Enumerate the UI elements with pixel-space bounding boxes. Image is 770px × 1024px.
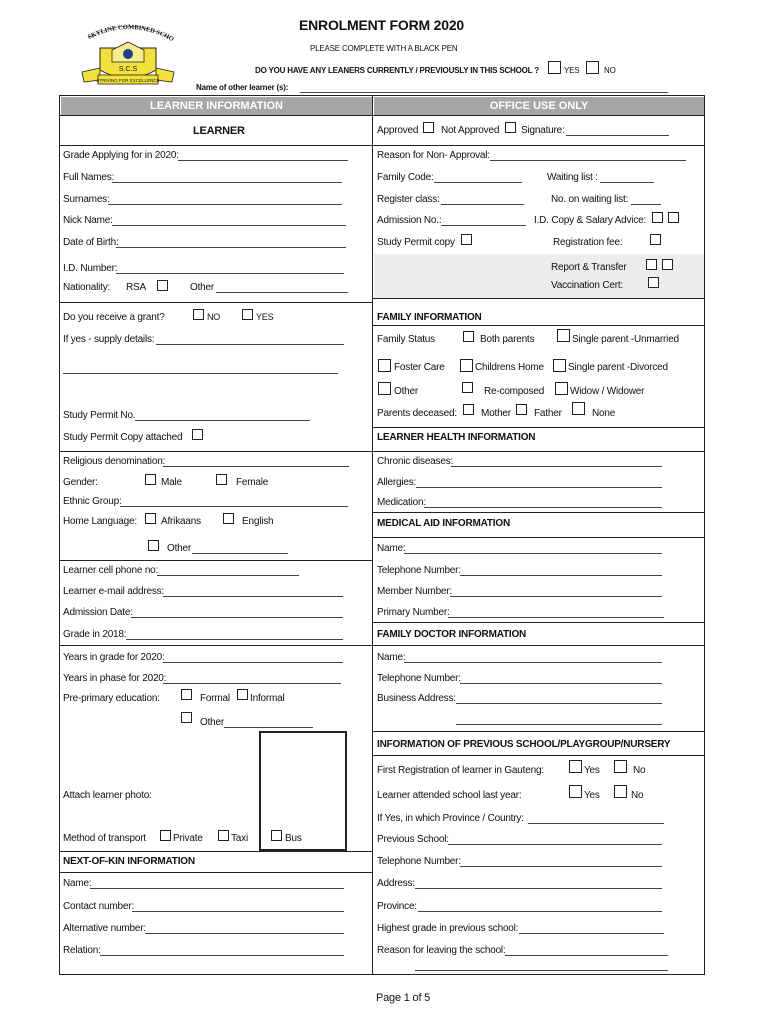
ethnic-field[interactable]	[120, 506, 348, 507]
previous-school-heading: INFORMATION OF PREVIOUS SCHOOL/PLAYGROUP/NURSERY	[377, 739, 671, 750]
single-divorced-checkbox[interactable]	[553, 359, 566, 372]
both-parents-label: Both parents	[480, 334, 535, 345]
single-unmarried-label: Single parent -Unmarried	[572, 334, 679, 345]
dob-field[interactable]	[116, 247, 346, 248]
permit-block-rule	[59, 451, 372, 452]
medical-phone-field[interactable]	[460, 575, 662, 576]
reason-leaving-field-2[interactable]	[415, 970, 668, 971]
member-number-field[interactable]	[450, 596, 662, 597]
nok-relation-label: Relation:	[63, 945, 101, 956]
nok-section-heading: NEXT-OF-KIN INFORMATION	[63, 856, 195, 867]
full-names-label: Full Names:	[63, 172, 115, 183]
both-parents-checkbox[interactable]	[463, 331, 474, 342]
reason-leaving-field[interactable]	[505, 955, 668, 956]
previous-school-label: Previous School:	[377, 834, 449, 845]
language-other-field[interactable]	[192, 553, 288, 554]
transport-taxi-checkbox[interactable]	[218, 830, 229, 841]
study-permit-no-label: Study Permit No.	[63, 410, 136, 421]
surnames-field[interactable]	[108, 204, 342, 205]
nok-contact-label: Contact number:	[63, 901, 134, 912]
first-reg-yes-label: Yes	[584, 765, 600, 776]
language-afrikaans-checkbox[interactable]	[145, 513, 156, 524]
grade-2018-label: Grade in 2018:	[63, 629, 127, 640]
registration-fee-label: Registration fee:	[553, 237, 623, 248]
attended-yes-checkbox[interactable]	[569, 785, 582, 798]
single-divorced-label: Single parent -Divorced	[568, 362, 668, 373]
current-learners-no-label: NO	[604, 66, 616, 75]
nok-alt-field[interactable]	[145, 933, 344, 934]
current-learners-no-checkbox[interactable]	[586, 61, 599, 74]
waiting-list-label: Waiting list :	[547, 172, 598, 183]
school-logo	[78, 20, 178, 92]
doctor-name-field[interactable]	[404, 662, 662, 663]
language-block-rule	[59, 560, 372, 561]
years-phase-field[interactable]	[163, 683, 341, 684]
preprimary-other-field[interactable]	[224, 727, 313, 728]
medical-name-field[interactable]	[404, 553, 662, 554]
gender-female-checkbox[interactable]	[216, 474, 227, 485]
doctor-heading-rule	[372, 645, 705, 646]
supply-details-field[interactable]	[156, 344, 344, 345]
years-phase-label: Years in phase for 2020:	[63, 673, 167, 684]
deceased-none-checkbox[interactable]	[572, 402, 585, 415]
identity-block-rule	[59, 302, 372, 303]
waiting-list-field[interactable]	[600, 182, 654, 183]
highest-grade-label: Highest grade in previous school:	[377, 923, 519, 934]
deceased-father-label: Father	[534, 408, 562, 419]
study-permit-copy-office-checkbox[interactable]	[461, 234, 472, 245]
family-code-field[interactable]	[434, 182, 522, 183]
medical-block-rule	[372, 622, 705, 623]
report-transfer-label: Report & Transfer	[551, 262, 627, 273]
deceased-mother-checkbox[interactable]	[463, 404, 474, 415]
gender-female-label: Female	[236, 477, 269, 488]
not-approved-label: Not Approved	[441, 125, 500, 136]
current-learners-yes-label: YES	[564, 66, 580, 75]
childrens-home-checkbox[interactable]	[460, 359, 473, 372]
approved-label: Approved	[377, 125, 419, 136]
primary-number-label: Primary Number:	[377, 607, 450, 618]
preprimary-informal-checkbox[interactable]	[237, 689, 248, 700]
language-other-checkbox[interactable]	[148, 540, 159, 551]
doctor-block-rule	[372, 731, 705, 732]
chronic-label: Chronic diseases:	[377, 456, 454, 467]
doctor-phone-field[interactable]	[460, 683, 662, 684]
doctor-name-label: Name:	[377, 652, 406, 663]
medical-heading-rule	[372, 537, 705, 538]
signature-field[interactable]	[566, 135, 669, 136]
nick-name-field[interactable]	[112, 225, 346, 226]
widow-checkbox[interactable]	[555, 382, 568, 395]
business-address-label: Business Address:	[377, 693, 456, 704]
childrens-home-label: Childrens Home	[475, 362, 544, 373]
email-field[interactable]	[163, 596, 343, 597]
previous-address-field[interactable]	[415, 888, 662, 889]
header-bar-rule	[59, 115, 705, 116]
column-divider	[372, 95, 373, 975]
study-permit-copy-office-label: Study Permit copy	[377, 237, 455, 248]
family-block-rule	[372, 427, 705, 428]
province-field[interactable]	[418, 911, 662, 912]
province-country-field[interactable]	[528, 823, 664, 824]
dob-label: Date of Birth:	[63, 237, 119, 248]
foster-label: Foster Care	[394, 362, 445, 373]
vaccination-label: Vaccination Cert:	[551, 280, 624, 291]
first-registration-label: First Registration of learner in Gauteng:	[377, 765, 544, 776]
years-grade-label: Years in grade for 2020:	[63, 652, 165, 663]
learner-heading-rule	[59, 145, 372, 146]
transport-private-checkbox[interactable]	[160, 830, 171, 841]
attended-no-label: No	[631, 790, 644, 801]
signature-label: Signature:	[521, 125, 565, 136]
id-number-label: I.D. Number:	[63, 263, 118, 274]
office-block-rule	[372, 298, 705, 299]
other-family-label: Other	[394, 386, 419, 397]
recomposed-checkbox[interactable]	[462, 382, 473, 393]
supply-details-field-2[interactable]	[63, 373, 338, 374]
preprimary-other-label: Other	[200, 717, 225, 728]
email-label: Learner e-mail address:	[63, 586, 165, 597]
business-address-field-2[interactable]	[456, 724, 662, 725]
previous-phone-field[interactable]	[460, 866, 662, 867]
preprimary-informal-label: Informal	[250, 693, 285, 704]
svg-text:S.C.S: S.C.S	[118, 66, 138, 73]
previous-school-field[interactable]	[448, 844, 662, 845]
admission-no-label: Admission No.:	[377, 215, 442, 226]
widow-label: Widow / Widower	[570, 386, 645, 397]
allergies-label: Allergies:	[377, 477, 417, 488]
other-family-checkbox[interactable]	[378, 382, 391, 395]
no-waiting-field[interactable]	[631, 204, 661, 205]
attended-yes-label: Yes	[584, 790, 600, 801]
reason-leaving-label: Reason for leaving the school:	[377, 945, 506, 956]
business-address-field[interactable]	[456, 703, 662, 704]
current-learners-question: DO YOU HAVE ANY LEANERS CURRENTLY / PREVIOUSLY IN THIS SCHOOL ?	[255, 66, 539, 75]
province-country-label: If Yes, in which Province / Country:	[377, 813, 524, 824]
gender-male-label: Male	[161, 477, 182, 488]
transport-private-label: Private	[173, 833, 203, 844]
preprimary-other-checkbox[interactable]	[181, 712, 192, 723]
nok-relation-field[interactable]	[100, 955, 344, 956]
form-title: ENROLMENT FORM 2020	[299, 17, 464, 33]
grade-2018-field[interactable]	[126, 639, 343, 640]
office-use-bar: OFFICE USE ONLY	[374, 97, 704, 115]
single-unmarried-checkbox[interactable]	[557, 329, 570, 342]
attended-label: Learner attended school last year:	[377, 790, 522, 801]
primary-number-field[interactable]	[448, 617, 664, 618]
gender-label: Gender:	[63, 477, 98, 488]
medical-name-label: Name:	[377, 543, 406, 554]
ethnic-label: Ethnic Group:	[63, 496, 122, 507]
religious-field[interactable]	[163, 466, 349, 467]
current-learners-yes-checkbox[interactable]	[548, 61, 561, 74]
religious-label: Religious denomination:	[63, 456, 166, 467]
transport-taxi-label: Taxi	[231, 833, 248, 844]
preprimary-formal-label: Formal	[200, 693, 230, 704]
nok-contact-field[interactable]	[132, 911, 344, 912]
nationality-label: Nationality:	[63, 282, 111, 293]
grade-applying-label: Grade Applying for in 2020:	[63, 150, 179, 161]
cell-label: Learner cell phone no:	[63, 565, 159, 576]
previous-school-heading-rule	[372, 755, 705, 756]
medication-field[interactable]	[424, 507, 662, 508]
deceased-mother-label: Mother	[481, 408, 511, 419]
grant-no-label: NO	[207, 312, 221, 322]
home-language-label: Home Language:	[63, 516, 137, 527]
page-number: Page 1 of 5	[376, 992, 431, 1004]
transfer-checkbox[interactable]	[662, 259, 673, 270]
grant-yes-label: YES	[256, 312, 274, 322]
attended-no-checkbox[interactable]	[614, 785, 627, 798]
medical-phone-label: Telephone Number:	[377, 565, 461, 576]
doctor-section-heading: FAMILY DOCTOR INFORMATION	[377, 629, 527, 640]
deceased-father-checkbox[interactable]	[516, 404, 527, 415]
first-reg-yes-checkbox[interactable]	[569, 760, 582, 773]
member-number-label: Member Number:	[377, 586, 452, 597]
admission-date-label: Admission Date:	[63, 607, 133, 618]
nationality-rsa-label: RSA	[126, 282, 146, 293]
nationality-other-field[interactable]	[216, 292, 348, 293]
health-block-rule	[372, 512, 705, 513]
learner-info-bar: LEARNER INFORMATION	[61, 97, 372, 115]
grant-yes-checkbox[interactable]	[242, 309, 253, 320]
deceased-none-label: None	[592, 408, 616, 419]
doctor-phone-label: Telephone Number:	[377, 673, 461, 684]
family-status-label: Family Status	[377, 334, 435, 345]
highest-grade-field[interactable]	[519, 933, 664, 934]
gender-male-checkbox[interactable]	[145, 474, 156, 485]
grade-block-rule	[59, 645, 372, 646]
learner-section-heading: LEARNER	[193, 125, 245, 137]
foster-checkbox[interactable]	[378, 359, 391, 372]
transport-bus-checkbox[interactable]	[271, 830, 282, 841]
study-permit-copy-checkbox[interactable]	[192, 429, 203, 440]
previous-address-label: Address:	[377, 878, 415, 889]
medical-section-heading: MEDICAL AID INFORMATION	[377, 518, 510, 529]
form-instruction: PLEASE COMPLETE WITH A BLACK PEN	[310, 44, 458, 53]
salary-advice-checkbox[interactable]	[668, 212, 679, 223]
province-label: Province:	[377, 901, 417, 912]
photo-label: Attach learner photo:	[63, 790, 152, 801]
svg-text:STRIVING FOR EXCELLENCE: STRIVING FOR EXCELLENCE	[96, 78, 160, 83]
language-english-label: English	[242, 516, 274, 527]
preprimary-formal-checkbox[interactable]	[181, 689, 192, 700]
nok-alt-label: Alternative number:	[63, 923, 146, 934]
language-english-checkbox[interactable]	[223, 513, 234, 524]
registration-fee-checkbox[interactable]	[650, 234, 661, 245]
other-learner-label: Name of other learner (s):	[196, 83, 289, 92]
nok-name-field[interactable]	[90, 888, 344, 889]
admission-date-field[interactable]	[131, 617, 343, 618]
recomposed-label: Re-composed	[484, 386, 545, 397]
nationality-rsa-checkbox[interactable]	[157, 280, 168, 291]
transport-label: Method of transport	[63, 833, 146, 844]
not-approved-checkbox[interactable]	[505, 122, 516, 133]
parents-deceased-label: Parents deceased:	[377, 408, 457, 419]
allergies-field[interactable]	[416, 487, 662, 488]
no-waiting-label: No. on waiting list:	[551, 194, 629, 205]
medication-label: Medication:	[377, 497, 426, 508]
nationality-other-label: Other	[190, 282, 215, 293]
id-number-field[interactable]	[116, 273, 344, 274]
nok-heading-rule	[59, 872, 372, 873]
family-code-label: Family Code:	[377, 172, 434, 183]
report-checkbox[interactable]	[646, 259, 657, 270]
chronic-field[interactable]	[451, 466, 662, 467]
vaccination-checkbox[interactable]	[648, 277, 659, 288]
years-grade-field[interactable]	[163, 662, 343, 663]
cell-field[interactable]	[157, 575, 299, 576]
language-afrikaans-label: Afrikaans	[161, 516, 201, 527]
language-other-label: Other	[167, 543, 192, 554]
study-permit-no-field[interactable]	[135, 420, 310, 421]
study-permit-copy-label: Study Permit Copy attached	[63, 432, 183, 443]
other-learner-field[interactable]	[300, 92, 668, 93]
health-heading-rule	[372, 451, 705, 452]
previous-phone-label: Telephone Number:	[377, 856, 461, 867]
surnames-label: Surnames:	[63, 194, 110, 205]
grant-question: Do you receive a grant?	[63, 312, 165, 323]
health-section-heading: LEARNER HEALTH INFORMATION	[377, 432, 536, 443]
transport-rule	[59, 851, 372, 852]
transport-bus-label: Bus	[285, 833, 302, 844]
supply-details-label: If yes - supply details:	[63, 334, 155, 345]
first-reg-no-label: No	[633, 765, 646, 776]
id-copy-label: I.D. Copy & Salary Advice:	[534, 215, 647, 226]
first-reg-no-checkbox[interactable]	[614, 760, 627, 773]
id-copy-checkbox[interactable]	[652, 212, 663, 223]
reason-non-field[interactable]	[490, 160, 686, 161]
nok-name-label: Name:	[63, 878, 92, 889]
reason-non-label: Reason for Non- Approval:	[377, 150, 490, 161]
admission-no-field[interactable]	[441, 225, 526, 226]
full-names-field[interactable]	[112, 182, 342, 183]
approved-checkbox[interactable]	[423, 122, 434, 133]
approval-rule	[372, 145, 705, 146]
register-class-label: Register class:	[377, 194, 440, 205]
family-section-heading: FAMILY INFORMATION	[377, 312, 482, 323]
nick-name-label: Nick Name:	[63, 215, 113, 226]
svg-text:SKYLINE COMBINED SCHOOL: SKYLINE COMBINED SCHO	[86, 23, 175, 43]
grant-no-checkbox[interactable]	[193, 309, 204, 320]
grade-applying-field[interactable]	[178, 160, 348, 161]
preprimary-label: Pre-primary education:	[63, 693, 160, 704]
family-heading-rule	[372, 325, 705, 326]
register-class-field[interactable]	[441, 204, 524, 205]
